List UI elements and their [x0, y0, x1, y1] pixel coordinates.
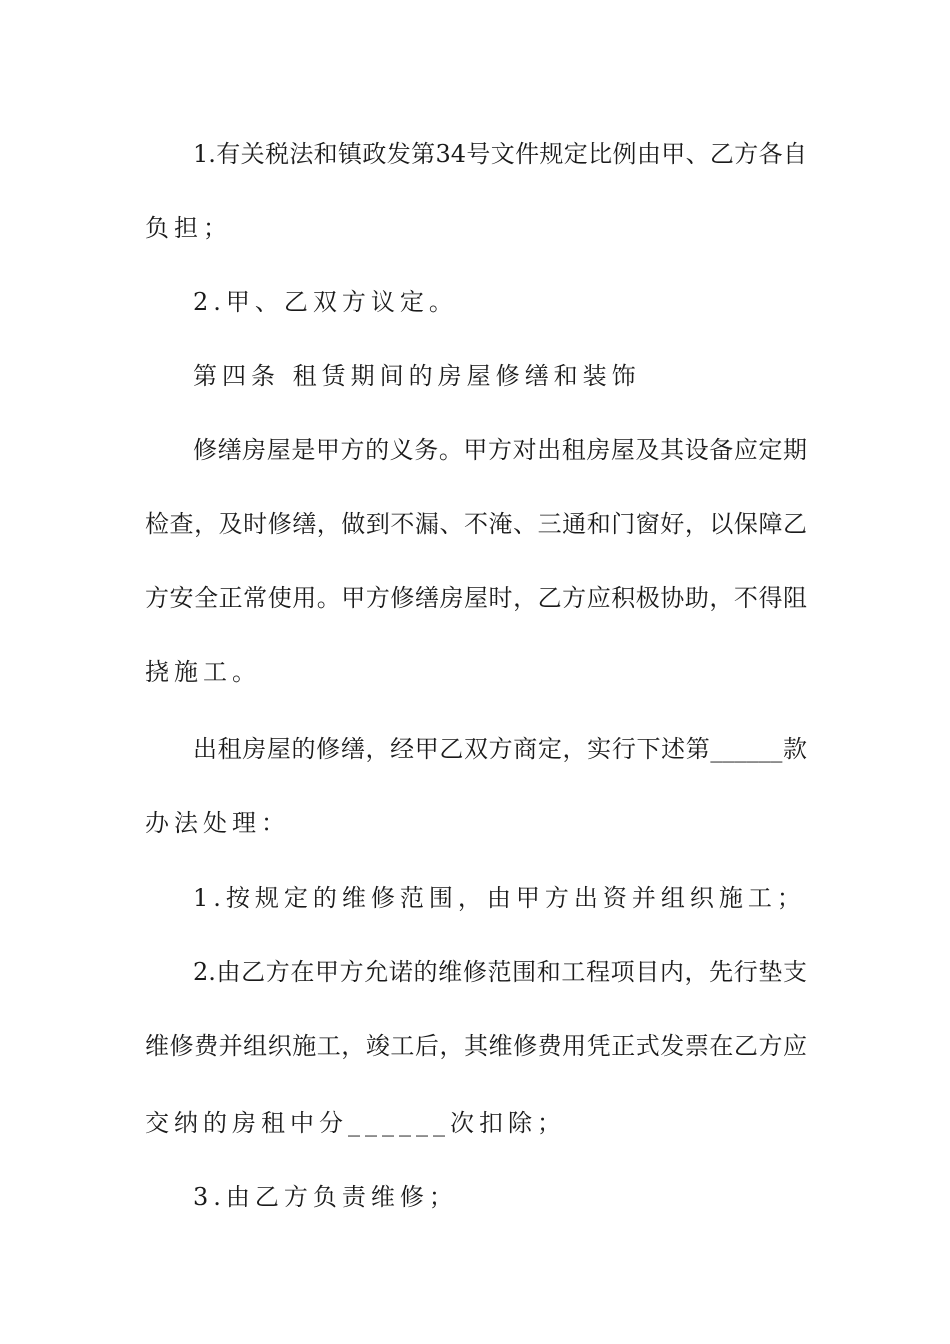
paragraph-line: 方安全正常使用。甲方修缮房屋时，乙方应积极协助，不得阻 [145, 584, 807, 612]
paragraph-line: 出租房屋的修缮，经甲乙双方商定，实行下述第______款 [193, 735, 807, 763]
paragraph-line: 交纳的房租中分______次扣除； [145, 1109, 566, 1137]
paragraph-line: 检查，及时修缮，做到不漏、不淹、三通和门窗好，以保障乙 [145, 510, 807, 538]
list-item: 1.按规定的维修范围，由甲方出资并组织施工； [193, 884, 806, 912]
list-item: 2.由乙方在甲方允诺的维修范围和工程项目内，先行垫支 [193, 958, 807, 986]
paragraph-line: 挠施工。 [145, 658, 261, 686]
paragraph-line: 1.有关税法和镇政发第34号文件规定比例由甲、乙方各自 [193, 140, 807, 168]
list-item: 3.由乙方负责维修； [193, 1183, 458, 1211]
paragraph-line: 修缮房屋是甲方的义务。甲方对出租房屋及其设备应定期 [193, 436, 807, 464]
paragraph-line: 办法处理： [145, 809, 290, 837]
section-heading: 第四条 租赁期间的房屋修缮和装饰 [193, 362, 641, 390]
paragraph-line: 2.甲、乙双方议定。 [193, 288, 458, 316]
paragraph-line: 维修费并组织施工，竣工后，其维修费用凭正式发票在乙方应 [145, 1032, 807, 1060]
paragraph-line: 负担； [145, 214, 232, 242]
